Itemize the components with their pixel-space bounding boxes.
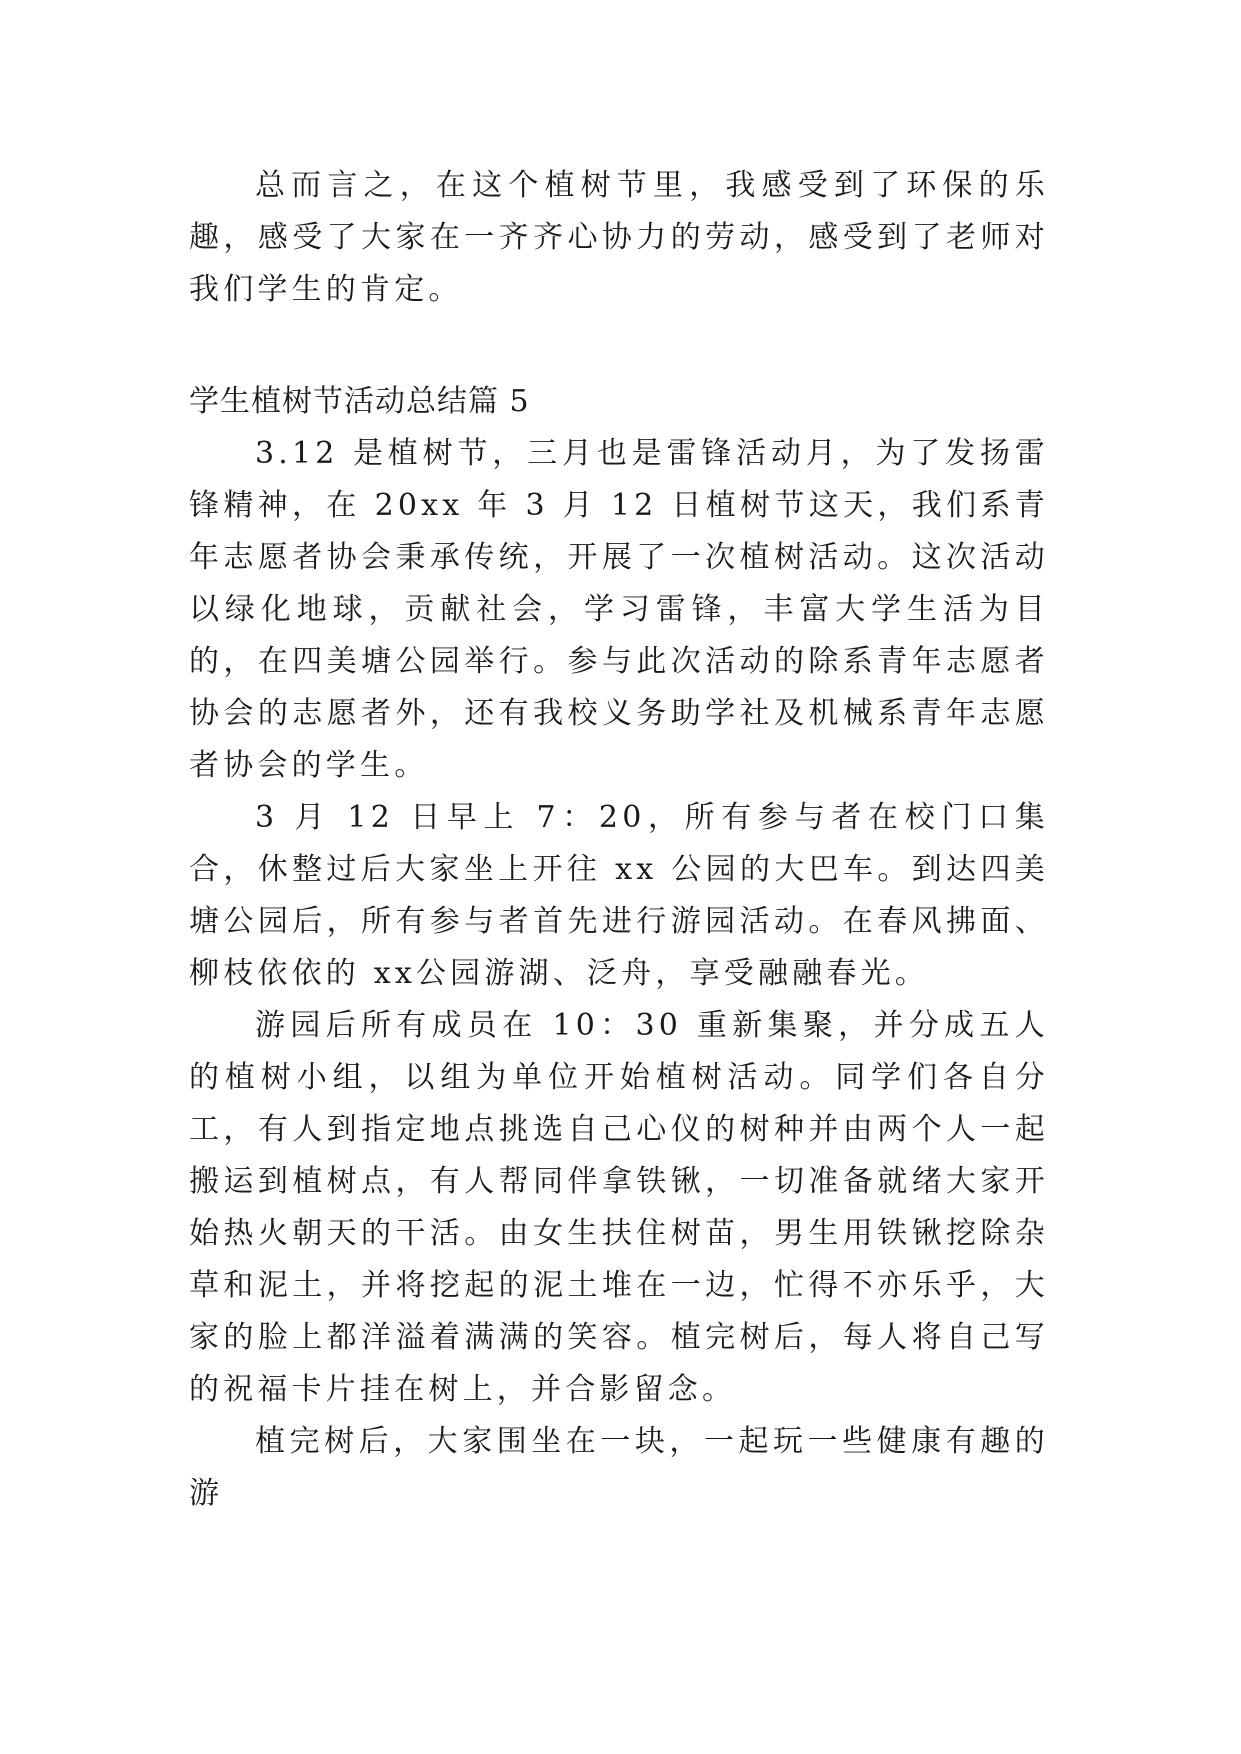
document-body: [189, 160, 1049, 1520]
paragraph-conclusion: 总而言之，在这个植树节里，我感受到了环保的乐趣，感受了大家在一齐齐心协力的劳动，感受到了老师对我们学生的肯定。: [189, 168, 1049, 307]
paragraph-intro: 3.12 是植树节，三月也是雷锋活动月，为了发扬雷锋精神，在 20xx 年 3 月 12 日植树节这天，我们系青年志愿者协会秉承传统，开展了一次植树活动。这次活动以绿化地球，贡献社会，学习雷锋，丰富大学生活为目的，在四美塘公园举行。参与此次活动的除系青年志愿者协会的志愿者外，还有我校义务助学社及机械系青年志愿者协会的学生。: [189, 436, 1049, 783]
section-title: 学生植树节活动总结篇 5: [189, 384, 530, 419]
paragraph-gathering: 3 月 12 日早上 7：20，所有参与者在校门口集合，休整过后大家坐上开往 xx 公园的大巴车。到达四美塘公园后，所有参与者首先进行游园活动。在春风拂面、柳枝依依的 xx公园游湖、泛舟，享受融融春光。: [189, 800, 1049, 991]
paragraph-after-planting: 植完树后，大家围坐在一块，一起玩一些健康有趣的游: [189, 1424, 1049, 1511]
paragraph-planting: 游园后所有成员在 10：30 重新集聚，并分成五人的植树小组，以组为单位开始植树活动。同学们各自分工，有人到指定地点挑选自己心仪的树种并由两个人一起搬运到植树点，有人帮同伴拿铁锹，一切准备就绪大家开始热火朝天的干活。由女生扶住树苗，男生用铁锹挖除杂草和泥土，并将挖起的泥土堆在一边，忙得不亦乐乎，大家的脸上都洋溢着满满的笑容。植完树后，每人将自己写的祝福卡片挂在树上，并合影留念。: [189, 1008, 1049, 1407]
